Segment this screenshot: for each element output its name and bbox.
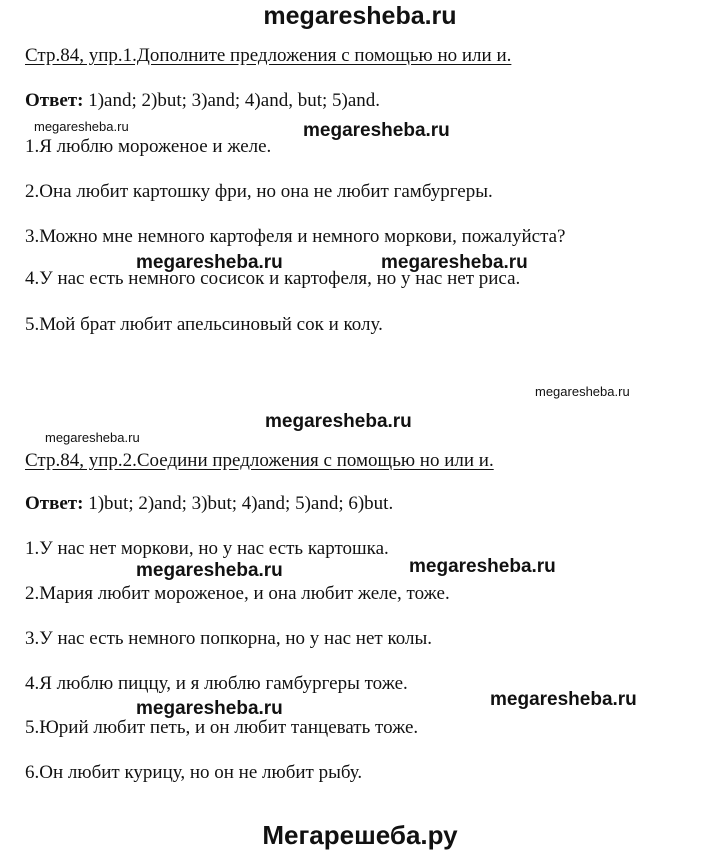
watermark-big: megaresheba.ru: [136, 252, 283, 273]
exercise1-line-1: 1.Я люблю мороженое и желе.: [25, 136, 272, 157]
exercise1-line-4: 4.У нас есть немного сосисок и картофеля, но у нас нет риса.: [25, 268, 521, 289]
exercise2-answer-text: 1)but; 2)and; 3)but; 4)and; 5)and; 6)but.: [83, 493, 394, 514]
watermark-big: megaresheba.ru: [490, 689, 637, 710]
exercise2-line-5: 5.Юрий любит петь, и он любит танцевать тоже.: [25, 717, 419, 738]
watermark-big: megaresheba.ru: [136, 560, 283, 581]
exercise2-line-1: 1.У нас нет моркови, но у нас есть картошка.: [25, 538, 389, 559]
exercise1-answer: [25, 90, 380, 112]
exercise2-heading: Стр.84, упр.2.Соедини предложения с помощью но или и.: [25, 450, 494, 471]
exercise2-line-2: 2.Мария любит мороженое, и она любит желе, тоже.: [25, 583, 450, 604]
exercise1-line-5: 5.Мой брат любит апельсиновый сок и колу.: [25, 314, 383, 335]
exercise2-answer-label: Ответ:: [25, 493, 84, 514]
exercise1-line-2: 2.Она любит картошку фри, но она не любит гамбургеры.: [25, 181, 493, 202]
exercise1-heading: Стр.84, упр.1.Дополните предложения с помощью но или и.: [25, 45, 512, 66]
exercise2-answer: [25, 493, 393, 515]
watermark-small: megaresheba.ru: [45, 430, 140, 445]
watermark-big: megaresheba.ru: [265, 411, 412, 432]
exercise1-line-3: 3.Можно мне немного картофеля и немного моркови, пожалуйста?: [25, 226, 566, 247]
watermark-big: megaresheba.ru: [303, 120, 450, 141]
site-footer-title: Мегарешеба.ру: [262, 820, 458, 850]
site-header-title: megaresheba.ru: [263, 2, 457, 30]
watermark-big: megaresheba.ru: [136, 698, 283, 719]
watermark-small: megaresheba.ru: [535, 384, 630, 399]
exercise2-line-4: 4.Я люблю пиццу, и я люблю гамбургеры тоже.: [25, 673, 408, 694]
watermark-big: megaresheba.ru: [409, 556, 556, 577]
exercise2-line-3: 3.У нас есть немного попкорна, но у нас нет колы.: [25, 628, 432, 649]
watermark-small: megaresheba.ru: [34, 119, 129, 134]
exercise1-answer-text: 1)and; 2)but; 3)and; 4)and, but; 5)and.: [83, 90, 381, 111]
exercise2-line-6: 6.Он любит курицу, но он не любит рыбу.: [25, 762, 363, 783]
exercise1-answer-label: Ответ:: [25, 90, 84, 111]
watermark-big: megaresheba.ru: [381, 252, 528, 273]
